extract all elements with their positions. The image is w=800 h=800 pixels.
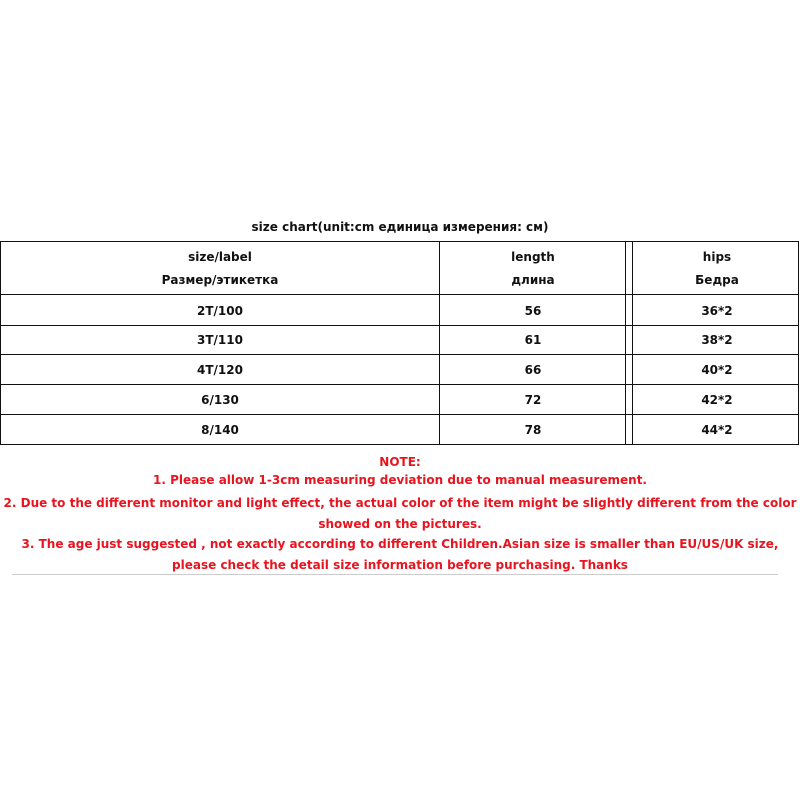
row-size: 2T/100 <box>197 304 243 318</box>
note-title: NOTE: <box>379 455 421 469</box>
size-table <box>0 241 800 446</box>
row-hips: 36*2 <box>701 304 733 318</box>
row-length: 61 <box>524 333 542 347</box>
table-row-divider <box>0 354 799 355</box>
table-row-divider <box>0 384 799 385</box>
row-hips: 44*2 <box>701 423 733 437</box>
row-size: 8/140 <box>201 423 239 437</box>
row-length: 56 <box>524 304 542 318</box>
row-length: 72 <box>524 393 542 407</box>
table-border-bottom <box>0 444 799 445</box>
row-length: 78 <box>524 423 542 437</box>
row-size: 6/130 <box>201 393 239 407</box>
table-column-divider <box>632 241 633 445</box>
size-chart-title: size chart(unit:cm единица измерения: см) <box>251 220 549 234</box>
header-hips: hips <box>702 250 732 264</box>
bottom-divider <box>12 574 778 575</box>
note-item-3: 3. The age just suggested , not exactly according to different Children.Asian size is smaller than EU/US/UK size, please check the detail size information before purchasing. Thanks <box>21 537 779 572</box>
header-length: length <box>511 250 555 264</box>
row-hips: 42*2 <box>701 393 733 407</box>
header-size-label-ru: Размер/этикетка <box>161 273 279 287</box>
row-hips: 38*2 <box>701 333 733 347</box>
note-item-1: 1. Please allow 1-3cm measuring deviation due to manual measurement. <box>153 473 647 487</box>
header-hips-ru: Бедра <box>695 273 739 287</box>
row-length: 66 <box>524 363 542 377</box>
header-length-ru: длина <box>511 273 555 287</box>
note-item-2: 2. Due to the different monitor and light effect, the actual color of the item might be slightly different from the color showed on the pictures. <box>3 496 797 531</box>
table-row-divider <box>0 414 799 415</box>
table-border-top <box>0 241 799 242</box>
row-hips: 40*2 <box>701 363 733 377</box>
table-row-divider <box>0 325 799 326</box>
row-size: 4T/120 <box>197 363 243 377</box>
table-header-divider <box>0 294 799 295</box>
header-size-label: size/label <box>188 250 252 264</box>
row-size: 3T/110 <box>197 333 243 347</box>
